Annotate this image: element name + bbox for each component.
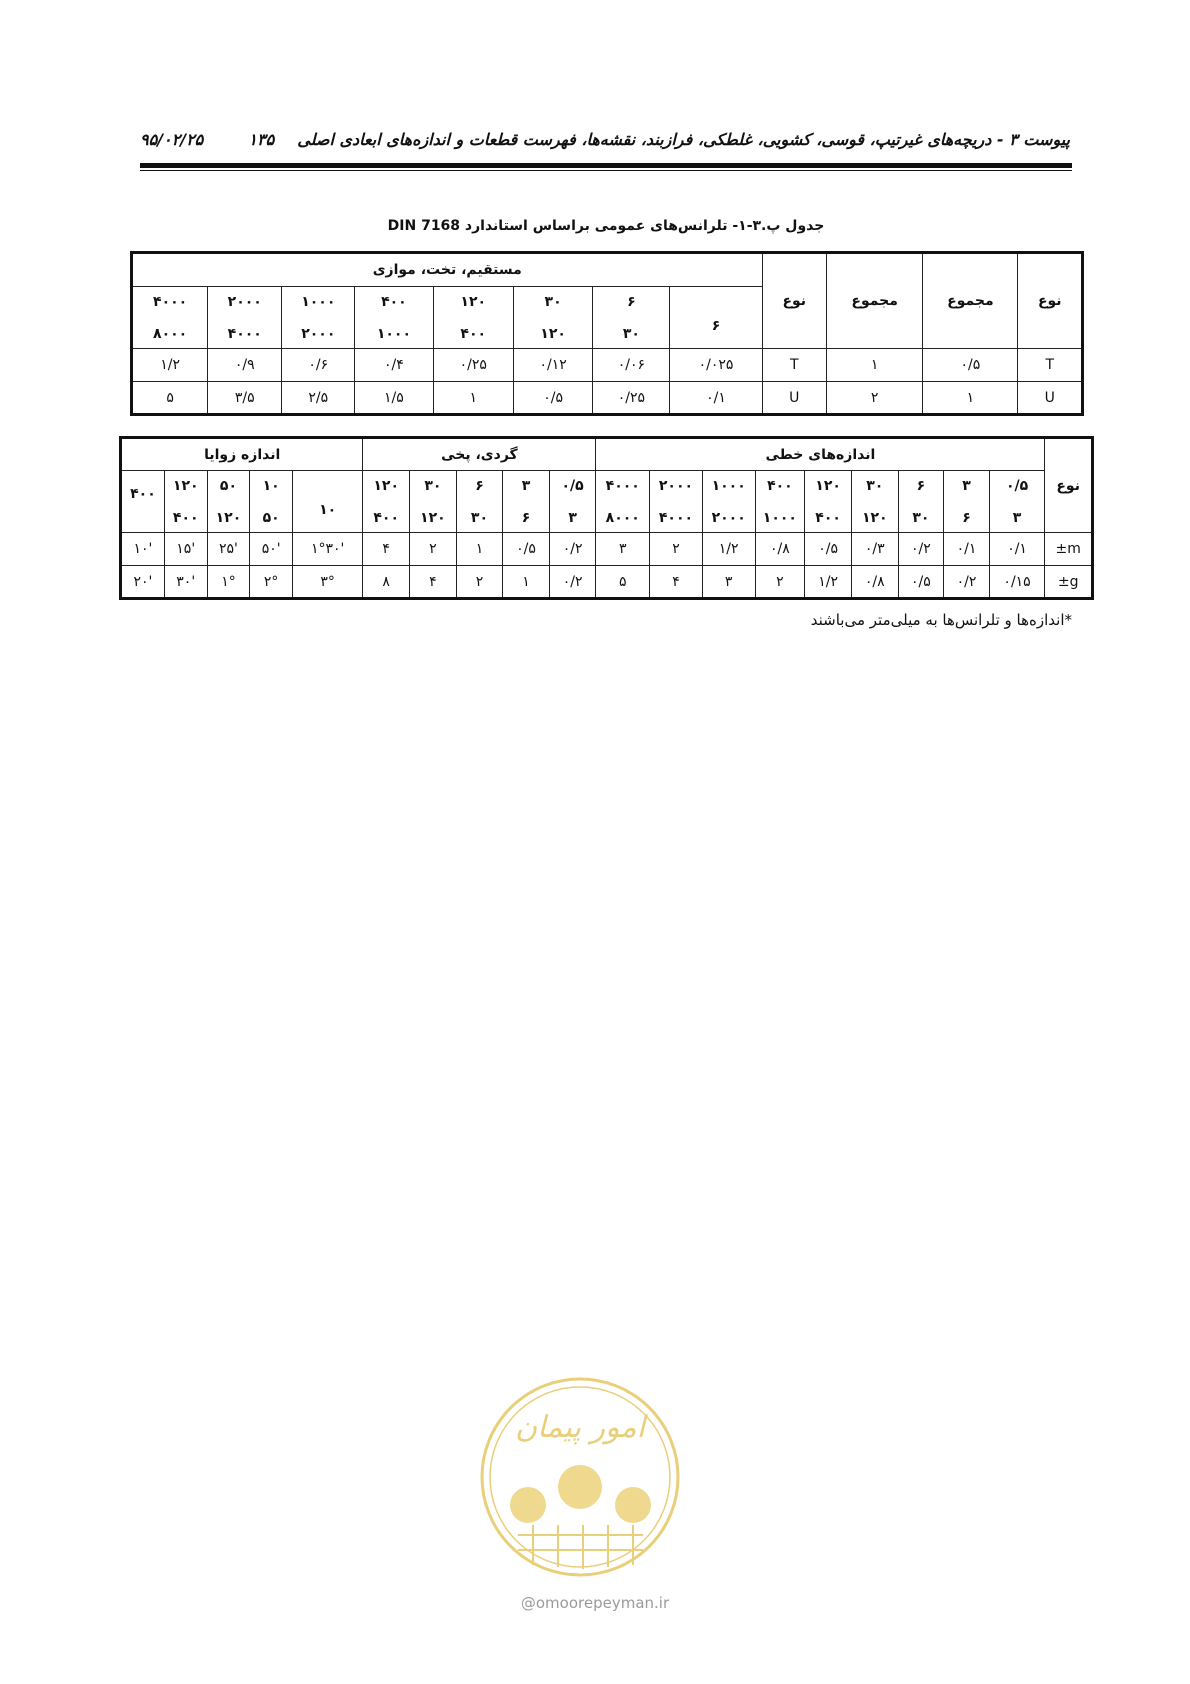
sum-cell: ۲ (827, 382, 923, 415)
value-cell: ۳ (702, 566, 755, 599)
value-cell: ۰/۱ (944, 533, 990, 566)
value-cell: ۱ (456, 533, 503, 566)
website-watermark: @omoorepeyman.ir (520, 1594, 670, 1612)
range-cell: ۱۲۰ ۴۰۰ (805, 471, 852, 533)
range-cell: ۶ ۳۰ (456, 471, 503, 533)
range-cell: ۳۰ ۱۲۰ (410, 471, 457, 533)
page-header (140, 130, 1070, 156)
angle-cell: ۵۰' (250, 533, 293, 566)
type-cell: m± (1045, 533, 1093, 566)
angle-cell: ۳° (292, 566, 362, 599)
type-cell: U (1018, 382, 1083, 415)
type-header: نوع (1018, 253, 1083, 349)
sum-header-1 (923, 253, 1018, 349)
value-cell: ۰/۵ (898, 566, 944, 599)
value-cell: ۰/۱۲ (513, 349, 592, 382)
value-cell: ۰/۲ (549, 533, 596, 566)
range-cell: ۳ ۶ (503, 471, 550, 533)
type-cell: U (762, 382, 827, 415)
type-header: نوع (1045, 438, 1093, 533)
angle-cell: ۱°۳۰' (292, 533, 362, 566)
type-cell: T (762, 349, 827, 382)
sum-cell: ۰/۵ (923, 349, 1018, 382)
value-cell: ۰/۸ (755, 533, 805, 566)
range-cell: ۲۰۰۰ ۴۰۰۰ (208, 287, 282, 349)
table-row (132, 349, 1083, 382)
range-cell: ۱۲۰ ۴۰۰ (363, 471, 410, 533)
value-cell: ۰/۱ (670, 382, 762, 415)
value-cell: ۱/۲ (805, 566, 852, 599)
range-cell: ۴۰۰۰ ۸۰۰۰ (132, 287, 208, 349)
table-row (121, 533, 1093, 566)
value-cell: ۴ (363, 533, 410, 566)
angle-cell: ۱° (207, 566, 250, 599)
value-cell: ۰/۸ (851, 566, 898, 599)
range-cell: ۱۲۰ ۴۰۰ (164, 471, 207, 533)
angle-cell: ۲۰' (121, 566, 165, 599)
range-cell: ۳۰ ۱۲۰ (851, 471, 898, 533)
value-cell: ۰/۲۵ (593, 382, 670, 415)
value-cell: ۱ (433, 382, 513, 415)
value-cell: ۰/۲۵ (433, 349, 513, 382)
value-cell: ۱/۲ (702, 533, 755, 566)
value-cell: ۰/۰۲۵ (670, 349, 762, 382)
value-cell: ۰/۰۶ (593, 349, 670, 382)
seal-watermark-icon (478, 1375, 683, 1580)
table-caption: جدول پ.۳-۱- تلرانس‌های عمومی براساس استاندارد DIN 7168 (387, 218, 825, 234)
type-header-2: نوع (762, 253, 827, 349)
range-cell: ۳ ۶ (944, 471, 990, 533)
value-cell: ۵ (132, 382, 208, 415)
table-straightness (130, 251, 1084, 416)
value-cell: ۵ (596, 566, 650, 599)
range-cell: ۶ ۳۰ (593, 287, 670, 349)
value-cell: ۰/۶ (282, 349, 355, 382)
range-cell: ۰/۵ ۳ (989, 471, 1045, 533)
value-cell: ۲ (410, 533, 457, 566)
value-cell: ۰/۵ (805, 533, 852, 566)
seal-text: امور پیمان (515, 1410, 645, 1445)
range-cell: ۴۰۰ ۱۰۰۰ (355, 287, 433, 349)
group-title: مستقیم، تخت، موازی (132, 253, 763, 287)
value-cell: ۳ (596, 533, 650, 566)
value-cell: ۴ (650, 566, 703, 599)
value-cell: ۰/۲ (549, 566, 596, 599)
value-cell: ۲/۵ (282, 382, 355, 415)
value-cell: ۰/۹ (208, 349, 282, 382)
range-cell: ۴۰۰ (121, 471, 165, 533)
angle-title: اندازه زوایا (121, 438, 363, 471)
angle-cell: ۳۰' (164, 566, 207, 599)
value-cell: ۰/۳ (851, 533, 898, 566)
page-number: ۱۳۵ (248, 130, 275, 149)
value-cell: ۰/۲ (944, 566, 990, 599)
sum-header-2 (827, 253, 923, 349)
range-cell: ۱۰ (292, 471, 362, 533)
value-cell: ۰/۵ (503, 533, 550, 566)
linear-title: اندازه‌های خطی (596, 438, 1045, 471)
value-cell: ۰/۴ (355, 349, 433, 382)
value-cell: ۰/۲ (898, 533, 944, 566)
angle-cell: ۱۵' (164, 533, 207, 566)
value-cell: ۳/۵ (208, 382, 282, 415)
value-cell: ۱ (503, 566, 550, 599)
range-cell: ۴۰۰۰ ۸۰۰۰ (596, 471, 650, 533)
range-cell: ۶ (670, 287, 762, 349)
header-date: ۹۵/۰۲/۲۵ (140, 130, 204, 149)
range-cell: ۴۰۰ ۱۰۰۰ (755, 471, 805, 533)
table-row (121, 566, 1093, 599)
header-rule (140, 163, 1072, 168)
header-title: پیوست ۳ - دریچه‌های غیرتیپ، قوسی، کشویی، غلطکی، فرازبند، نقشه‌ها، فهرست قطعات و اندازه‌های ابعادی اصلی (297, 130, 1070, 149)
range-cell: ۳۰ ۱۲۰ (513, 287, 592, 349)
range-cell: ۱۰۰۰ ۲۰۰۰ (702, 471, 755, 533)
range-cell: ۲۰۰۰ ۴۰۰۰ (650, 471, 703, 533)
range-cell: ۱۲۰ ۴۰۰ (433, 287, 513, 349)
value-cell: ۲ (755, 566, 805, 599)
sum-cell: ۱ (923, 382, 1018, 415)
sum-label-1: مجموع (947, 293, 994, 309)
value-cell: ۰/۱ (989, 533, 1045, 566)
angle-cell: ۱۰' (121, 533, 165, 566)
value-cell: ۴ (410, 566, 457, 599)
value-cell: ۰/۵ (513, 382, 592, 415)
range-cell: ۱۰۰۰ ۲۰۰۰ (282, 287, 355, 349)
value-cell: ۲ (456, 566, 503, 599)
round-title: گردی، پخی (363, 438, 596, 471)
sum-cell: ۱ (827, 349, 923, 382)
angle-cell: ۲۵' (207, 533, 250, 566)
value-cell: ۱/۲ (132, 349, 208, 382)
range-cell: ۰/۵ ۳ (549, 471, 596, 533)
angle-cell: ۲° (250, 566, 293, 599)
table-linear-angle (119, 436, 1094, 600)
range-cell: ۶ ۳۰ (898, 471, 944, 533)
value-cell: ۸ (363, 566, 410, 599)
value-cell: ۰/۱۵ (989, 566, 1045, 599)
value-cell: ۱/۵ (355, 382, 433, 415)
value-cell: ۲ (650, 533, 703, 566)
range-cell: ۱۰ ۵۰ (250, 471, 293, 533)
header-page-info (140, 130, 274, 149)
range-cell: ۵۰ ۱۲۰ (207, 471, 250, 533)
type-cell: T (1018, 349, 1083, 382)
footnote: *اندازه‌ها و تلرانس‌ها به میلی‌متر می‌باشند (810, 611, 1072, 629)
sum-label-2: مجموع (851, 293, 898, 309)
header-rule-thin (140, 170, 1072, 171)
type-cell: g± (1045, 566, 1093, 599)
table-row (132, 382, 1083, 415)
